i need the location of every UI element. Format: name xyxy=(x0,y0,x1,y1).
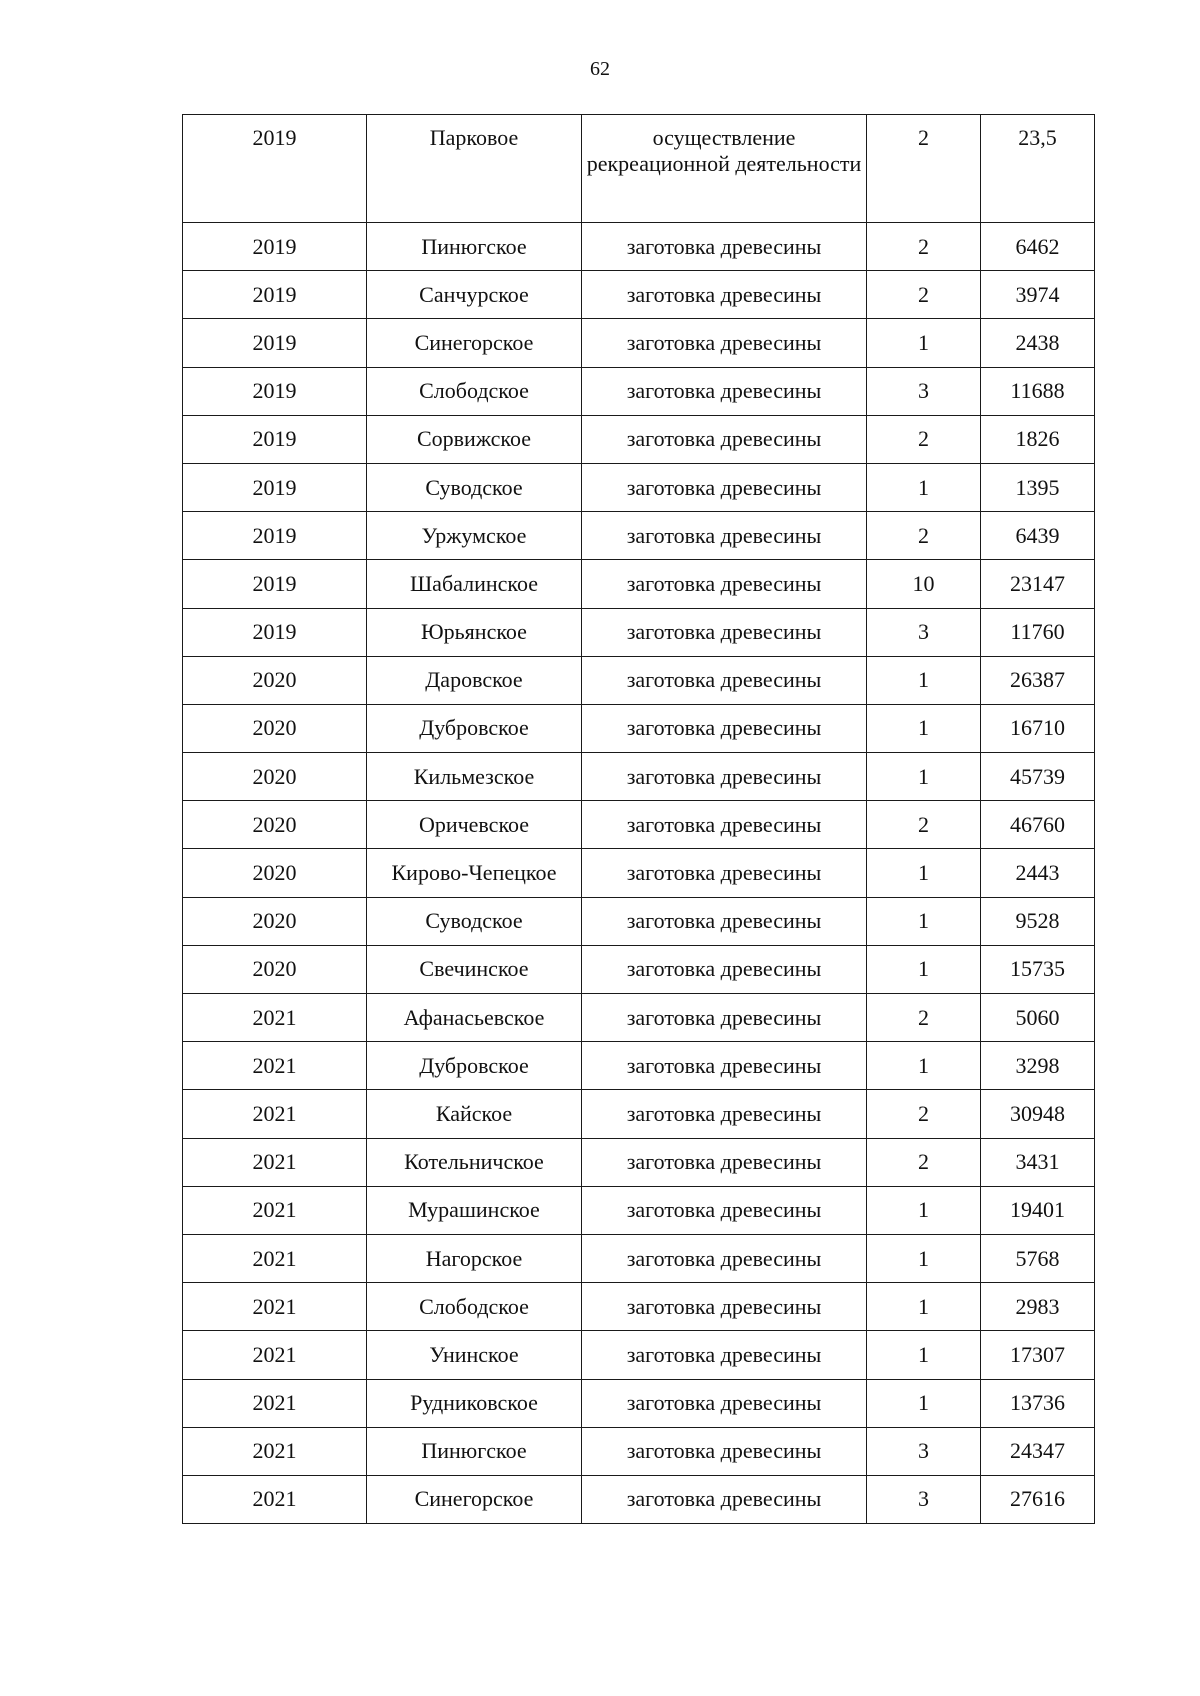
area-cell: 3298 xyxy=(981,1042,1095,1090)
forestry-name-cell: Мурашинское xyxy=(367,1186,582,1234)
purpose-cell: заготовка древесины xyxy=(582,849,867,897)
forestry-name-cell: Слободское xyxy=(367,367,582,415)
area-cell: 6439 xyxy=(981,512,1095,560)
forestry-name-cell: Уржумское xyxy=(367,512,582,560)
area-cell: 2443 xyxy=(981,849,1095,897)
table-row xyxy=(183,1138,1095,1186)
purpose-cell: заготовка древесины xyxy=(582,656,867,704)
area-cell: 3974 xyxy=(981,271,1095,319)
table-row xyxy=(183,704,1095,752)
area-cell: 26387 xyxy=(981,656,1095,704)
count-cell: 1 xyxy=(867,1042,981,1090)
purpose-cell: заготовка древесины xyxy=(582,897,867,945)
purpose-cell: заготовка древесины xyxy=(582,271,867,319)
forestry-name-cell: Кайское xyxy=(367,1090,582,1138)
forestry-name-cell: Свечинское xyxy=(367,945,582,993)
year-cell: 2019 xyxy=(183,367,367,415)
purpose-cell: заготовка древесины xyxy=(582,1475,867,1523)
table-row xyxy=(183,115,1095,223)
area-cell: 24347 xyxy=(981,1427,1095,1475)
year-cell: 2020 xyxy=(183,897,367,945)
area-cell: 17307 xyxy=(981,1331,1095,1379)
year-cell: 2020 xyxy=(183,704,367,752)
area-cell: 46760 xyxy=(981,801,1095,849)
forestry-name-cell: Шабалинское xyxy=(367,560,582,608)
year-cell: 2019 xyxy=(183,223,367,271)
purpose-cell: заготовка древесины xyxy=(582,801,867,849)
area-cell: 2983 xyxy=(981,1283,1095,1331)
purpose-cell: заготовка древесины xyxy=(582,1138,867,1186)
table-row xyxy=(183,1090,1095,1138)
year-cell: 2019 xyxy=(183,319,367,367)
purpose-cell: заготовка древесины xyxy=(582,367,867,415)
count-cell: 1 xyxy=(867,945,981,993)
area-cell: 9528 xyxy=(981,897,1095,945)
forestry-name-cell: Слободское xyxy=(367,1283,582,1331)
year-cell: 2021 xyxy=(183,1475,367,1523)
area-cell: 45739 xyxy=(981,753,1095,801)
table-row xyxy=(183,945,1095,993)
page-number: 62 xyxy=(590,58,610,80)
area-cell: 5768 xyxy=(981,1234,1095,1282)
table-row xyxy=(183,994,1095,1042)
year-cell: 2020 xyxy=(183,801,367,849)
table-body xyxy=(183,115,1095,1524)
table-row xyxy=(183,1331,1095,1379)
purpose-cell: заготовка древесины xyxy=(582,560,867,608)
year-cell: 2021 xyxy=(183,1283,367,1331)
count-cell: 2 xyxy=(867,1138,981,1186)
count-cell: 1 xyxy=(867,704,981,752)
count-cell: 1 xyxy=(867,1234,981,1282)
table-row xyxy=(183,223,1095,271)
purpose-cell: заготовка древесины xyxy=(582,1283,867,1331)
forestry-name-cell: Юрьянское xyxy=(367,608,582,656)
year-cell: 2021 xyxy=(183,1186,367,1234)
count-cell: 1 xyxy=(867,753,981,801)
year-cell: 2020 xyxy=(183,753,367,801)
forestry-name-cell: Афанасьевское xyxy=(367,994,582,1042)
table-row xyxy=(183,849,1095,897)
table-row xyxy=(183,753,1095,801)
area-cell: 16710 xyxy=(981,704,1095,752)
forestry-name-cell: Кильмезское xyxy=(367,753,582,801)
table-row xyxy=(183,560,1095,608)
forestry-name-cell: Котельничское xyxy=(367,1138,582,1186)
forestry-name-cell: Парковое xyxy=(367,115,582,223)
forestry-name-cell: Дубровское xyxy=(367,704,582,752)
table-row xyxy=(183,463,1095,511)
purpose-cell: заготовка древесины xyxy=(582,1331,867,1379)
year-cell: 2021 xyxy=(183,1331,367,1379)
area-cell: 1395 xyxy=(981,463,1095,511)
purpose-cell: заготовка древесины xyxy=(582,463,867,511)
table-row xyxy=(183,1186,1095,1234)
count-cell: 2 xyxy=(867,994,981,1042)
forestry-name-cell: Пинюгское xyxy=(367,223,582,271)
area-cell: 23,5 xyxy=(981,115,1095,223)
forestry-name-cell: Суводское xyxy=(367,897,582,945)
forestry-name-cell: Суводское xyxy=(367,463,582,511)
table-row xyxy=(183,1042,1095,1090)
forestry-name-cell: Даровское xyxy=(367,656,582,704)
area-cell: 15735 xyxy=(981,945,1095,993)
forestry-name-cell: Сорвижское xyxy=(367,415,582,463)
forestry-name-cell: Пинюгское xyxy=(367,1427,582,1475)
table-row xyxy=(183,1427,1095,1475)
forestry-name-cell: Кирово-Чепецкое xyxy=(367,849,582,897)
forestry-name-cell: Оричевское xyxy=(367,801,582,849)
forestry-name-cell: Унинское xyxy=(367,1331,582,1379)
count-cell: 1 xyxy=(867,319,981,367)
count-cell: 3 xyxy=(867,367,981,415)
purpose-cell: заготовка древесины xyxy=(582,608,867,656)
forestry-name-cell: Рудниковское xyxy=(367,1379,582,1427)
table-row xyxy=(183,897,1095,945)
count-cell: 10 xyxy=(867,560,981,608)
area-cell: 11688 xyxy=(981,367,1095,415)
table-row xyxy=(183,608,1095,656)
purpose-cell: заготовка древесины xyxy=(582,319,867,367)
table-row xyxy=(183,415,1095,463)
count-cell: 3 xyxy=(867,1475,981,1523)
year-cell: 2021 xyxy=(183,994,367,1042)
area-cell: 3431 xyxy=(981,1138,1095,1186)
purpose-cell: заготовка древесины xyxy=(582,753,867,801)
forestry-name-cell: Синегорское xyxy=(367,1475,582,1523)
count-cell: 2 xyxy=(867,1090,981,1138)
year-cell: 2020 xyxy=(183,849,367,897)
count-cell: 3 xyxy=(867,1427,981,1475)
year-cell: 2021 xyxy=(183,1042,367,1090)
year-cell: 2019 xyxy=(183,463,367,511)
year-cell: 2021 xyxy=(183,1234,367,1282)
count-cell: 1 xyxy=(867,1186,981,1234)
forestry-name-cell: Синегорское xyxy=(367,319,582,367)
count-cell: 2 xyxy=(867,801,981,849)
table-row xyxy=(183,1475,1095,1523)
area-cell: 19401 xyxy=(981,1186,1095,1234)
year-cell: 2019 xyxy=(183,560,367,608)
count-cell: 2 xyxy=(867,271,981,319)
area-cell: 27616 xyxy=(981,1475,1095,1523)
year-cell: 2021 xyxy=(183,1090,367,1138)
year-cell: 2021 xyxy=(183,1138,367,1186)
area-cell: 6462 xyxy=(981,223,1095,271)
year-cell: 2021 xyxy=(183,1427,367,1475)
forestry-name-cell: Нагорское xyxy=(367,1234,582,1282)
count-cell: 3 xyxy=(867,608,981,656)
table-row xyxy=(183,512,1095,560)
year-cell: 2019 xyxy=(183,115,367,223)
table-row xyxy=(183,1234,1095,1282)
purpose-cell: заготовка древесины xyxy=(582,1427,867,1475)
table-row xyxy=(183,1283,1095,1331)
count-cell: 1 xyxy=(867,656,981,704)
year-cell: 2019 xyxy=(183,415,367,463)
area-cell: 11760 xyxy=(981,608,1095,656)
count-cell: 2 xyxy=(867,415,981,463)
purpose-cell: заготовка древесины xyxy=(582,704,867,752)
area-cell: 2438 xyxy=(981,319,1095,367)
count-cell: 2 xyxy=(867,115,981,223)
table-row xyxy=(183,656,1095,704)
purpose-cell: заготовка древесины xyxy=(582,415,867,463)
count-cell: 2 xyxy=(867,512,981,560)
area-cell: 1826 xyxy=(981,415,1095,463)
count-cell: 1 xyxy=(867,849,981,897)
count-cell: 1 xyxy=(867,897,981,945)
year-cell: 2019 xyxy=(183,512,367,560)
area-cell: 13736 xyxy=(981,1379,1095,1427)
area-cell: 23147 xyxy=(981,560,1095,608)
purpose-cell: заготовка древесины xyxy=(582,994,867,1042)
purpose-cell: заготовка древесины xyxy=(582,512,867,560)
area-cell: 5060 xyxy=(981,994,1095,1042)
purpose-cell: заготовка древесины xyxy=(582,1234,867,1282)
year-cell: 2020 xyxy=(183,656,367,704)
purpose-cell: заготовка древесины xyxy=(582,1186,867,1234)
purpose-cell: заготовка древесины xyxy=(582,1090,867,1138)
table-row xyxy=(183,1379,1095,1427)
forestry-table xyxy=(182,114,1095,1524)
year-cell: 2019 xyxy=(183,271,367,319)
forestry-name-cell: Дубровское xyxy=(367,1042,582,1090)
table-row xyxy=(183,271,1095,319)
purpose-cell: заготовка древесины xyxy=(582,223,867,271)
count-cell: 1 xyxy=(867,1331,981,1379)
table-row xyxy=(183,319,1095,367)
forestry-name-cell: Санчурское xyxy=(367,271,582,319)
purpose-cell: заготовка древесины xyxy=(582,1042,867,1090)
table-row xyxy=(183,801,1095,849)
area-cell: 30948 xyxy=(981,1090,1095,1138)
count-cell: 1 xyxy=(867,463,981,511)
count-cell: 2 xyxy=(867,223,981,271)
year-cell: 2019 xyxy=(183,608,367,656)
count-cell: 1 xyxy=(867,1283,981,1331)
count-cell: 1 xyxy=(867,1379,981,1427)
purpose-cell: заготовка древесины xyxy=(582,1379,867,1427)
purpose-cell: заготовка древесины xyxy=(582,945,867,993)
table-row xyxy=(183,367,1095,415)
year-cell: 2020 xyxy=(183,945,367,993)
year-cell: 2021 xyxy=(183,1379,367,1427)
purpose-cell: осуществление рекреационной деятельности xyxy=(582,115,867,223)
